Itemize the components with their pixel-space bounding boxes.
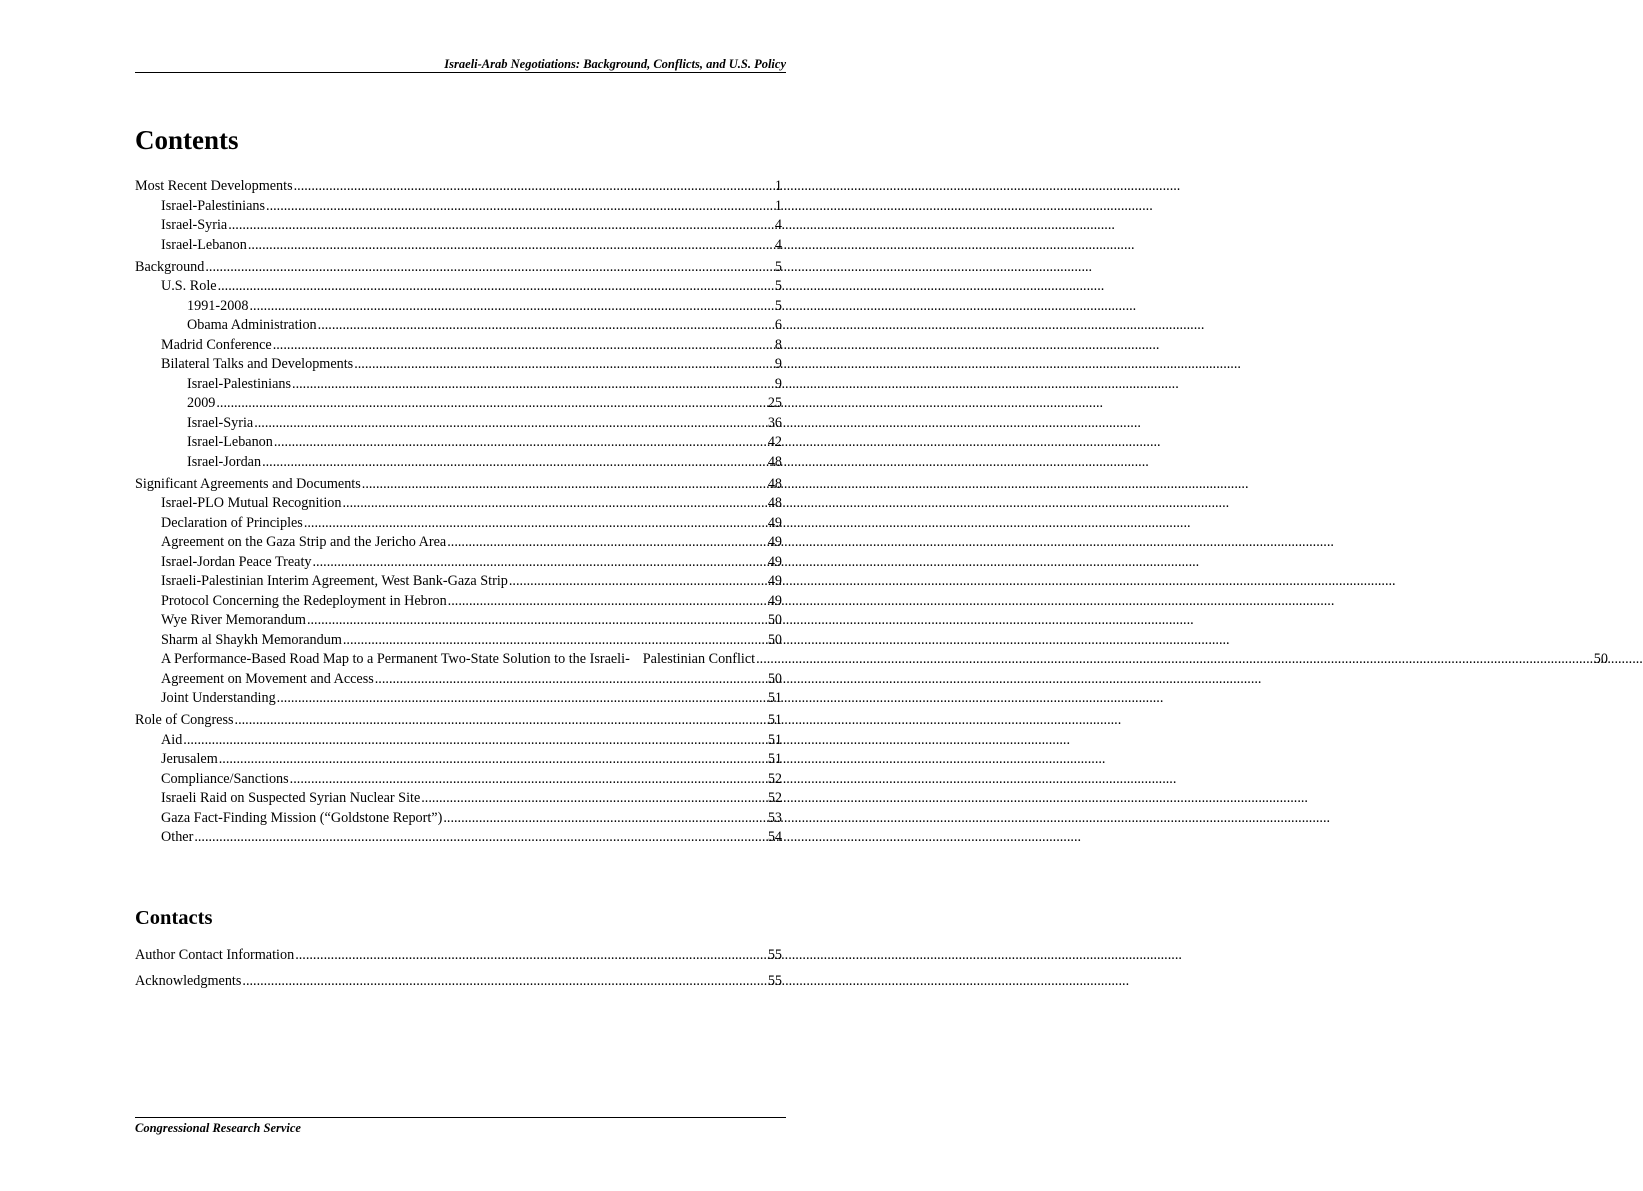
leader-dots xyxy=(307,611,767,631)
toc-entry-page: 49 xyxy=(767,514,782,531)
toc-entry-label: Israel-Lebanon xyxy=(161,236,247,253)
toc-entry-page: 1 xyxy=(774,178,782,194)
toc-entry-bilateral-talks-and-developments[interactable] xyxy=(135,355,782,375)
toc-entry-page: 53 xyxy=(767,809,782,826)
toc-entry-israel-palestinians[interactable] xyxy=(135,375,782,395)
toc-entry-page: 50 xyxy=(1593,651,1608,668)
toc-entry-page: 9 xyxy=(774,356,782,373)
toc-entry-declaration-of-principles[interactable] xyxy=(135,514,782,534)
toc-entry-israel-syria[interactable] xyxy=(135,216,782,236)
running-footer: Congressional Research Service xyxy=(135,1121,301,1135)
toc-entry-page: 9 xyxy=(774,375,782,392)
leader-dots xyxy=(375,670,767,690)
toc-entry-page: 52 xyxy=(767,770,782,787)
toc-entry-label: Other xyxy=(161,829,194,846)
toc-entry-label: A Performance-Based Road Map to a Permanent Two-State Solution to the Israeli- xyxy=(161,651,630,668)
toc-entry-protocol-concerning-the-redeployment-in-hebron[interactable] xyxy=(135,592,782,612)
leader-dots xyxy=(205,258,774,278)
toc-entry-israeli-palestinian-interim-agreement-west-bank-gaza-strip[interactable] xyxy=(135,572,782,592)
toc-entry-israel-lebanon[interactable] xyxy=(135,236,782,256)
toc-entry-israel-jordan-peace-treaty[interactable] xyxy=(135,553,782,573)
toc-entry-obama-administration[interactable] xyxy=(135,316,782,336)
toc-entry-label: Significant Agreements and Documents xyxy=(135,475,361,492)
leader-dots xyxy=(509,572,767,592)
toc-entry-label: Israel-Palestinians xyxy=(161,197,266,214)
toc-entry-label: Wye River Memorandum xyxy=(161,612,306,629)
toc-entry-page: 51 xyxy=(767,751,782,768)
toc-entry-page: 36 xyxy=(767,414,782,431)
toc-entry-aid[interactable] xyxy=(135,731,782,751)
leader-dots xyxy=(756,650,1593,670)
toc-entry-label: Israel-Jordan xyxy=(187,453,262,470)
leader-dots xyxy=(295,942,767,968)
toc-entry-page: 49 xyxy=(767,592,782,609)
toc-entry-agreement-on-the-gaza-strip-and-the-jericho-area[interactable] xyxy=(135,533,782,553)
toc-entry-u-s-role[interactable] xyxy=(135,277,782,297)
contacts-entry-page: 55 xyxy=(767,973,782,989)
toc-entry-gaza-fact-finding-mission-goldstone-report[interactable] xyxy=(135,809,782,829)
leader-dots xyxy=(235,711,767,731)
toc-entry-page: 48 xyxy=(767,475,782,492)
footer-rule xyxy=(135,1117,786,1118)
toc-entry-page: 5 xyxy=(774,278,782,295)
toc-entry-jerusalem[interactable] xyxy=(135,750,782,770)
toc-entry-page: 49 xyxy=(767,534,782,551)
leader-dots xyxy=(242,968,766,994)
leader-dots xyxy=(304,514,767,534)
toc-entry-label: Most Recent Developments xyxy=(135,178,293,194)
toc-entry-label: Aid xyxy=(161,731,183,748)
toc-entry-label: Protocol Concerning the Redeployment in Hebron xyxy=(161,592,447,609)
leader-dots xyxy=(183,731,767,751)
toc-entry-label: Compliance/Sanctions xyxy=(161,770,289,787)
leader-dots xyxy=(294,177,774,197)
leader-dots xyxy=(318,316,774,336)
toc-entry-label-continued: Palestinian Conflict xyxy=(642,651,756,668)
leader-dots xyxy=(218,277,774,297)
toc-entry-label: Madrid Conference xyxy=(161,336,272,353)
leader-dots xyxy=(343,631,767,651)
toc-entry-label: Jerusalem xyxy=(161,751,218,768)
toc-entry-page: 51 xyxy=(767,731,782,748)
toc-entry-1991-2008[interactable] xyxy=(135,297,782,317)
toc-entry-agreement-on-movement-and-access[interactable] xyxy=(135,670,782,690)
toc-entry-continuation xyxy=(630,650,1608,670)
contacts-entry-acknowledgments[interactable] xyxy=(135,968,782,994)
leader-dots xyxy=(277,689,767,709)
toc-entry-page: 51 xyxy=(767,712,782,729)
toc-entry-2009[interactable] xyxy=(135,394,782,414)
leader-dots xyxy=(273,336,774,356)
running-header: Israeli-Arab Negotiations: Background, Conflicts, and U.S. Policy xyxy=(444,57,786,71)
toc-entry-page: 49 xyxy=(767,573,782,590)
leader-dots xyxy=(249,297,773,317)
contacts-list xyxy=(135,942,782,994)
leader-dots xyxy=(219,750,767,770)
contacts-entry-label: Acknowledgments xyxy=(135,973,242,989)
leader-dots xyxy=(248,236,774,256)
leader-dots xyxy=(362,475,767,495)
toc-entry-compliance-sanctions[interactable] xyxy=(135,770,782,790)
toc-entry-label: Israeli Raid on Suspected Syrian Nuclear Site xyxy=(161,790,421,807)
leader-dots xyxy=(228,216,774,236)
toc-entry-page: 48 xyxy=(767,453,782,470)
contacts-title: Contacts xyxy=(135,907,213,929)
leader-dots xyxy=(448,592,767,612)
toc-entry-significant-agreements-and-documents[interactable] xyxy=(135,475,782,495)
toc-entry-israel-jordan[interactable] xyxy=(135,453,782,473)
toc-entry-label: Gaza Fact-Finding Mission (“Goldstone Report”) xyxy=(161,809,443,826)
leader-dots xyxy=(292,375,774,395)
leader-dots xyxy=(290,770,767,790)
toc-entry-palestinian-conflict[interactable] xyxy=(135,650,1608,670)
header-rule xyxy=(135,72,786,73)
leader-dots xyxy=(262,453,767,473)
toc-entry-label: Israel-Palestinians xyxy=(187,375,292,392)
leader-dots xyxy=(342,494,766,514)
toc-entry-wye-river-memorandum[interactable] xyxy=(135,611,782,631)
leader-dots xyxy=(447,533,767,553)
toc-entry-israel-syria[interactable] xyxy=(135,414,782,434)
toc-entry-page: 1 xyxy=(774,197,782,214)
leader-dots xyxy=(443,809,766,829)
toc-entry-israel-plo-mutual-recognition[interactable] xyxy=(135,494,782,514)
toc-entry-label: Israel-PLO Mutual Recognition xyxy=(161,495,342,512)
leader-dots xyxy=(194,828,767,848)
toc-entry-label: Agreement on the Gaza Strip and the Jericho Area xyxy=(161,534,447,551)
leader-dots xyxy=(254,414,767,434)
toc-entry-label: Israel-Jordan Peace Treaty xyxy=(161,553,312,570)
toc-entry-label: U.S. Role xyxy=(161,278,217,295)
toc-entry-page: 51 xyxy=(767,690,782,707)
toc-entry-label: Agreement on Movement and Access xyxy=(161,670,374,687)
toc-entry-sharm-al-shaykh-memorandum[interactable] xyxy=(135,631,782,651)
toc-entry-page: 8 xyxy=(774,336,782,353)
toc-entry-page: 50 xyxy=(767,631,782,648)
toc-entry-label: Sharm al Shaykh Memorandum xyxy=(161,631,342,648)
toc-entry-page: 54 xyxy=(767,829,782,846)
leader-dots xyxy=(313,553,767,573)
leader-dots xyxy=(266,197,774,217)
toc-entry-page: 6 xyxy=(774,317,782,334)
toc-entry-page: 42 xyxy=(767,434,782,451)
toc-entry-label: 1991-2008 xyxy=(187,297,249,314)
toc-entry-madrid-conference[interactable] xyxy=(135,336,782,356)
toc-entry-label: Israeli-Palestinian Interim Agreement, West Bank-Gaza Strip xyxy=(161,573,508,590)
leader-dots xyxy=(274,433,767,453)
table-of-contents xyxy=(135,177,1608,848)
toc-entry-page: 25 xyxy=(767,395,782,412)
leader-dots xyxy=(421,789,767,809)
toc-entry-page: 5 xyxy=(774,258,782,275)
toc-entry-page: 49 xyxy=(767,553,782,570)
toc-entry-page: 50 xyxy=(767,670,782,687)
toc-entry-label: Joint Understanding xyxy=(161,690,276,707)
contacts-entry-label: Author Contact Information xyxy=(135,947,295,963)
leader-dots xyxy=(354,355,774,375)
toc-entry-label: Israel-Lebanon xyxy=(187,434,273,451)
toc-entry-label: 2009 xyxy=(187,395,216,412)
toc-entry-label: Role of Congress xyxy=(135,712,234,729)
toc-entry-label: Israel-Syria xyxy=(187,414,254,431)
toc-entry-joint-understanding[interactable] xyxy=(135,689,782,709)
toc-entry-page: 52 xyxy=(767,790,782,807)
toc-entry-other[interactable] xyxy=(135,828,782,848)
leader-dots xyxy=(216,394,766,414)
toc-entry-label: Obama Administration xyxy=(187,317,317,334)
toc-entry-label: Bilateral Talks and Developments xyxy=(161,356,354,373)
toc-entry-label: Background xyxy=(135,258,205,275)
toc-entry-page: 48 xyxy=(767,495,782,512)
toc-entry-background[interactable] xyxy=(135,258,782,278)
contacts-entry-page: 55 xyxy=(767,947,782,963)
toc-entry-israel-palestinians[interactable] xyxy=(135,197,782,217)
toc-entry-israel-lebanon[interactable] xyxy=(135,433,782,453)
contents-title: Contents xyxy=(135,125,239,155)
contacts-entry-author-contact-information[interactable] xyxy=(135,942,782,968)
toc-entry-page: 50 xyxy=(767,612,782,629)
toc-entry-israeli-raid-on-suspected-syrian-nuclear-site[interactable] xyxy=(135,789,782,809)
toc-entry-label: Declaration of Principles xyxy=(161,514,303,531)
toc-entry-most-recent-developments[interactable] xyxy=(135,177,782,197)
toc-entry-label: Israel-Syria xyxy=(161,217,228,233)
toc-entry-page: 4 xyxy=(774,217,782,233)
toc-entry-role-of-congress[interactable] xyxy=(135,711,782,731)
toc-entry-page: 4 xyxy=(774,236,782,253)
toc-entry-page: 5 xyxy=(774,297,782,314)
